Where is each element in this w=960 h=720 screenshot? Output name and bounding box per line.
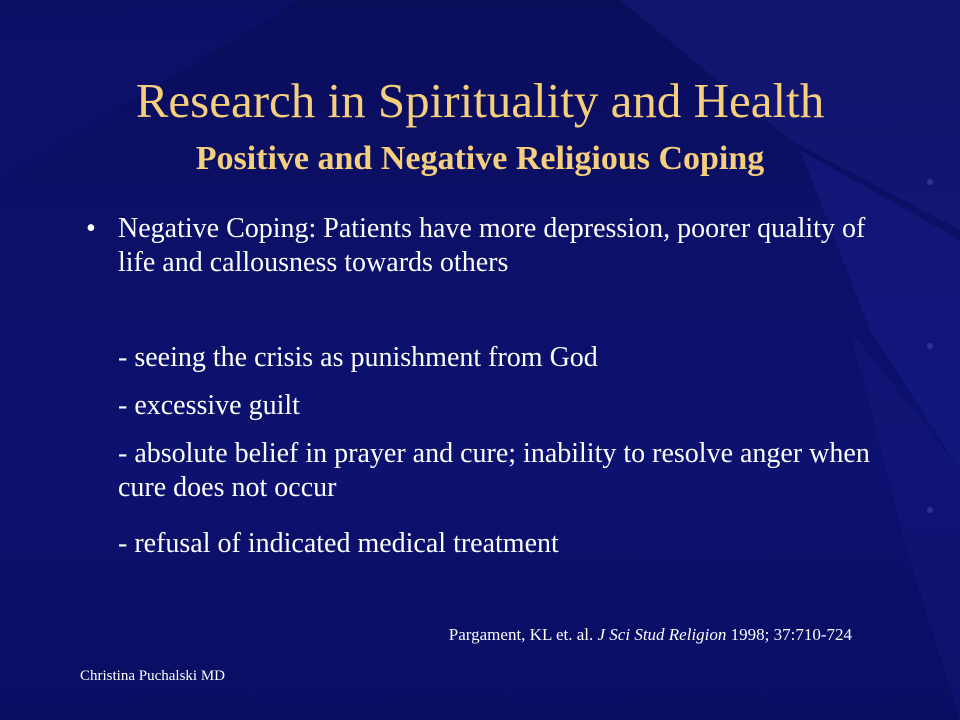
- footer-author: Christina Puchalski MD: [80, 668, 225, 684]
- sub-item-punishment: - seeing the crisis as punishment from God: [118, 342, 598, 373]
- citation-authors: Pargament, KL et. al.: [448, 625, 594, 644]
- sub-item-prayer-cure: - absolute belief in prayer and cure; inability to resolve anger when cure does not occur: [118, 438, 870, 503]
- sub-item-refusal-treatment: - refusal of indicated medical treatment: [118, 528, 559, 559]
- citation-journal: J Sci Stud Religion: [597, 625, 727, 644]
- bullet-text: Negative Coping: Patients have more depression, poorer quality of life and callousness towards others: [118, 213, 866, 278]
- bullet-icon: •: [86, 213, 96, 244]
- citation-details: 1998; 37:710-724: [730, 625, 852, 644]
- sub-item-guilt: - excessive guilt: [118, 390, 300, 421]
- citation: [449, 624, 852, 646]
- slide-title: Research in Spirituality and Health: [135, 73, 825, 128]
- bullet-item-negative-coping: [86, 212, 898, 280]
- slide-subtitle: Positive and Negative Religious Coping: [195, 140, 765, 177]
